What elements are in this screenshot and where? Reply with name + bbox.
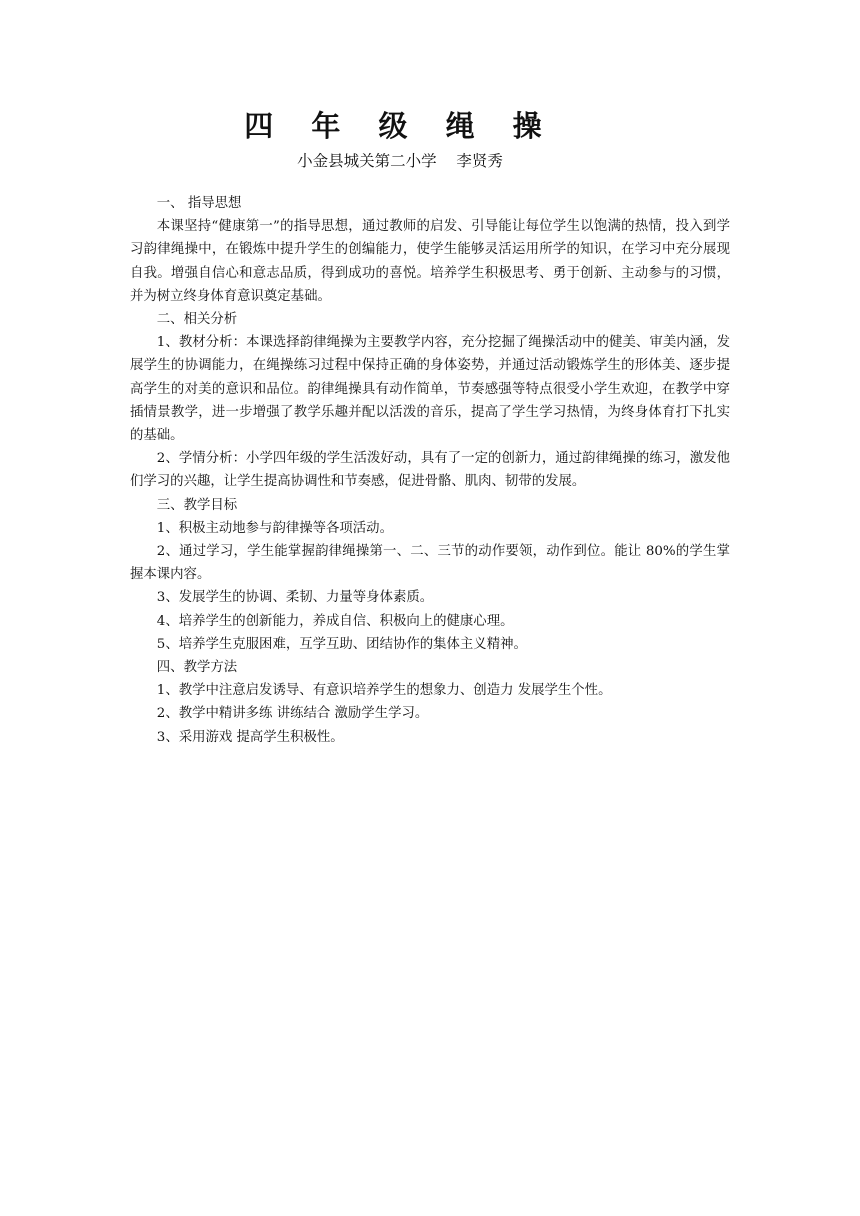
objective-item: 5、培养学生克服困难，互学互助、团结协作的集体主义精神。 [156,636,527,652]
objective-item: 2、通过学习，学生能掌握韵律绳操第一、二、三节的动作要领，动作到位。能让 80%的学生掌握本课内容。 [130,544,730,583]
document-title: 四 年 级 绳 操 [244,109,556,143]
document-body [130,192,730,749]
author-line: 小金县城关第二小学 李贤秀 [297,152,503,170]
section-heading-methods: 四、教学方法 [156,660,238,676]
section-heading-analysis: 二、相关分析 [156,312,238,328]
method-item: 1、教学中注意启发诱导、有意识培养学生的想象力、创造力 发展学生个性。 [156,683,612,699]
paragraph-student-analysis: 2、学情分析：小学四年级的学生活泼好动，具有了一定的创新力，通过韵律绳操的练习，激发他们学习的兴趣，让学生提高协调性和节奏感，促进骨骼、肌肉、韧带的发展。 [130,451,730,490]
objective-item: 4、培养学生的创新能力，养成自信、积极向上的健康心理。 [156,613,514,629]
method-item: 2、教学中精讲多练 讲练结合 激励学生学习。 [156,706,429,722]
objective-item: 1、积极主动地参与韵律操等各项活动。 [156,520,393,536]
objective-item: 3、发展学生的协调、柔韧、力量等身体素质。 [156,590,434,606]
paragraph-material-analysis: 1、教材分析：本课选择韵律绳操为主要教学内容，充分挖掘了绳操活动中的健美、审美内涵，发展学生的协调能力，在绳操练习过程中保持正确的身体姿势，并通过活动锻炼学生的形体美、逐步提高学生的对美的意识和品位。韵律绳操具有动作简单，节奏感强等特点很受小学生欢迎，在教学中穿插情景教学，进一步增强了教学乐趣并配以活泼的音乐，提高了学生学习热情，为终身体育打下扎实的基础。 [130,335,730,444]
method-item: 3、采用游戏 提高学生积极性。 [156,729,344,745]
section-heading-objectives: 三、教学目标 [156,497,238,513]
section-heading-guiding-idea: 一、 指导思想 [156,196,242,211]
paragraph-guiding-idea: 本课坚持“健康第一”的指导思想，通过教师的启发、引导能让每位学生以饱满的热情，投入到学习韵律绳操中，在锻炼中提升学生的创编能力，使学生能够灵活运用所学的知识，在学习中充分展现自我。增强自信心和意志品质，得到成功的喜悦。培养学生积极思考、勇于创新、主动参与的习惯，并为树立终身体育意识奠定基础。 [130,219,730,304]
